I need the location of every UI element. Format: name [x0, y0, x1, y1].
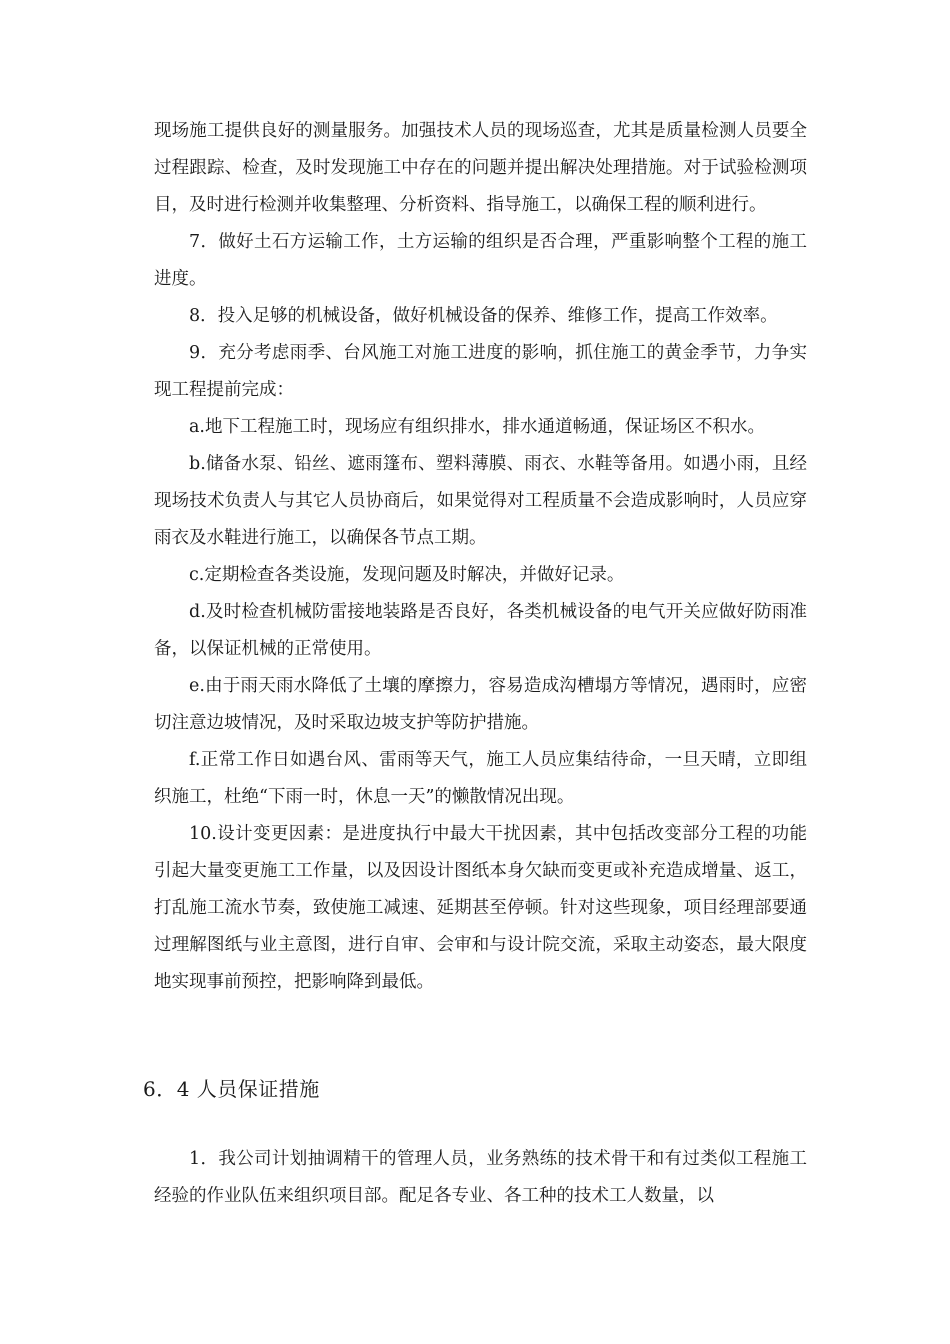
paragraph-item-8: 8．投入足够的机械设备，做好机械设备的保养、维修工作，提高工作效率。: [189, 306, 778, 326]
paragraph-item-d: d.及时检查机械防雷接地装路是否良好，各类机械设备的电气开关应做好防雨准备，以保证机械的正常使用。: [154, 602, 807, 659]
paragraph-item-c: c.定期检查各类设施，发现问题及时解决，并做好记录。: [189, 565, 625, 585]
paragraph-item-b: b.储备水泵、铅丝、遮雨篷布、塑料薄膜、雨衣、水鞋等备用。如遇小雨，且经现场技术负责人与其它人员协商后，如果觉得对工程质量不会造成影响时，人员应穿雨衣及水鞋进行施工，以确保各节点工期。: [154, 454, 807, 548]
section-body-text: [154, 1141, 807, 1215]
paragraph-item-9: 9．充分考虑雨季、台风施工对施工进度的影响，抓住施工的黄金季节，力争实现工程提前完成：: [154, 343, 807, 400]
paragraph-item-e: e.由于雨天雨水降低了土壤的摩擦力，容易造成沟槽塌方等情况，遇雨时，应密切注意边坡情况，及时采取边坡支护等防护措施。: [154, 676, 807, 733]
paragraph-item-7: 7．做好土石方运输工作，土方运输的组织是否合理，严重影响整个工程的施工进度。: [154, 232, 807, 289]
body-text: [154, 113, 807, 1001]
paragraph-continuation: 现场施工提供良好的测量服务。加强技术人员的现场巡查，尤其是质量检测人员要全过程跟踪、检查，及时发现施工中存在的问题并提出解决处理措施。对于试验检测项目，及时进行检测并收集整理、分析资料、指导施工，以确保工程的顺利进行。: [154, 121, 807, 215]
paragraph-item-10: 10.设计变更因素：是进度执行中最大干扰因素，其中包括改变部分工程的功能引起大量变更施工工作量，以及因设计图纸本身欠缺而变更或补充造成增量、返工，打乱施工流水节奏，致使施工减速、延期甚至停顿。针对这些现象，项目经理部要通过理解图纸与业主意图，进行自审、会审和与设计院交流，采取主动姿态，最大限度地实现事前预控，把影响降到最低。: [154, 824, 807, 992]
paragraph-item-a: a.地下工程施工时，现场应有组织排水，排水通道畅通，保证场区不积水。: [189, 417, 765, 437]
paragraph-item-f: f.正常工作日如遇台风、雷雨等天气，施工人员应集结待命，一旦天晴，立即组织施工，杜绝“下雨一时，休息一天”的懒散情况出现。: [154, 750, 807, 807]
section-paragraph-1: 1．我公司计划抽调精干的管理人员，业务熟练的技术骨干和有过类似工程施工经验的作业队伍来组织项目部。配足各专业、各工种的技术工人数量，以: [154, 1149, 807, 1206]
section-heading: 6．4 人员保证措施: [143, 1077, 320, 1101]
